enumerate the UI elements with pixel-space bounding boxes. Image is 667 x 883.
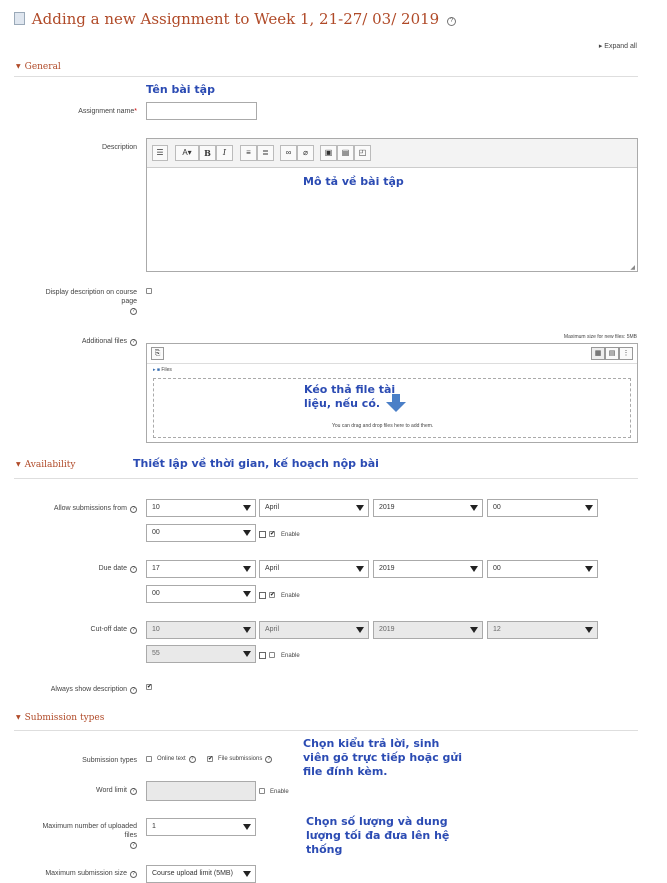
calendar-icon[interactable]: [259, 531, 266, 538]
chevron-down-icon: ▼: [16, 461, 21, 468]
assignment-icon: [14, 12, 25, 25]
description-label: Description: [101, 144, 137, 151]
due-minute-select[interactable]: 00: [146, 585, 256, 603]
cutoff-enable-checkbox[interactable]: [269, 652, 275, 658]
required-icon: *: [134, 108, 137, 115]
chevron-down-icon: [243, 566, 251, 572]
allow-enable-checkbox[interactable]: [269, 531, 275, 537]
bullet-list-icon[interactable]: ≡: [240, 145, 257, 161]
chevron-down-icon: [243, 871, 251, 877]
chevron-down-icon: [243, 505, 251, 511]
annotation-assignment-name: Tên bài tập: [146, 83, 215, 96]
due-enable-checkbox[interactable]: [269, 592, 275, 598]
chevron-down-icon: [243, 627, 251, 633]
section-availability[interactable]: [16, 460, 75, 470]
chevron-down-icon: ▼: [16, 714, 21, 721]
always-show-checkbox[interactable]: [146, 684, 152, 690]
allow-enable-label: Enable: [281, 532, 300, 538]
resize-handle-icon[interactable]: ◢: [630, 265, 635, 271]
font-size-icon[interactable]: A▾: [175, 145, 199, 161]
max-size-note: Maximum size for new files: 5MB: [563, 334, 637, 340]
tree-view-icon[interactable]: ⋮: [619, 347, 633, 360]
help-icon[interactable]: ?: [130, 627, 137, 634]
chevron-down-icon: [470, 505, 478, 511]
allow-day-select[interactable]: 10: [146, 499, 256, 517]
due-year-select[interactable]: 2019: [373, 560, 483, 578]
word-limit-enable-checkbox[interactable]: [259, 788, 265, 794]
help-icon[interactable]: ?: [189, 756, 196, 763]
submission-types-label: Submission types: [82, 757, 137, 764]
allow-minute-select[interactable]: 00: [146, 524, 256, 542]
section-general[interactable]: [16, 62, 61, 72]
file-manager[interactable]: [146, 343, 638, 443]
chevron-down-icon: [356, 627, 364, 633]
media-icon[interactable]: ▤: [337, 145, 354, 161]
display-description-label: Display description on course page ?: [45, 289, 137, 314]
chevron-down-icon: ▼: [16, 63, 21, 70]
due-hour-select[interactable]: 00: [487, 560, 598, 578]
chevron-down-icon: [470, 627, 478, 633]
cutoff-year-select[interactable]: 2019: [373, 621, 483, 639]
chevron-down-icon: [243, 651, 251, 657]
annotation-max-files: Chọn số lượng và dung lượng tối đa đưa lên hệ thống: [306, 815, 450, 856]
cutoff-date-label: Cut-off date ?: [91, 625, 137, 634]
allow-month-select[interactable]: April: [259, 499, 369, 517]
chevron-down-icon: [356, 566, 364, 572]
help-icon[interactable]: ?: [130, 788, 137, 795]
max-files-label: Maximum number of uploaded files ?: [42, 823, 137, 848]
cutoff-minute-select[interactable]: 55: [146, 645, 256, 663]
page-title: [14, 10, 456, 28]
help-icon[interactable]: ?: [130, 339, 137, 346]
chevron-down-icon: [585, 505, 593, 511]
allow-submissions-label: Allow submissions from ?: [54, 504, 137, 513]
online-text-checkbox[interactable]: [146, 756, 152, 762]
file-submissions-label: File submissions ?: [218, 756, 272, 763]
help-icon[interactable]: ?: [130, 308, 137, 315]
manage-files-icon[interactable]: ◰: [354, 145, 371, 161]
cutoff-month-select[interactable]: April: [259, 621, 369, 639]
cutoff-hour-select[interactable]: 12: [487, 621, 598, 639]
expand-icon[interactable]: ☰: [152, 145, 168, 161]
online-text-label: Online text ?: [157, 756, 196, 763]
divider: [14, 730, 638, 731]
due-date-label: Due date ?: [99, 564, 137, 573]
drop-zone[interactable]: [153, 378, 631, 438]
unlink-icon[interactable]: ⌀: [297, 145, 314, 161]
annotation-description: Mô tả về bài tập: [303, 175, 404, 188]
page-title-text: Adding a new Assignment to Week 1, 21-27/ 03/ 2019: [31, 10, 440, 28]
assignment-name-label: Assignment name*: [78, 108, 137, 115]
annotation-availability: Thiết lập về thời gian, kế hoạch nộp bài: [133, 457, 379, 470]
expand-all-link[interactable]: [599, 42, 637, 50]
files-folder[interactable]: ▸ ■ Files: [153, 367, 172, 373]
word-limit-label: Word limit ?: [96, 786, 137, 795]
max-size-label: Maximum submission size ?: [45, 869, 137, 878]
bold-icon[interactable]: B: [199, 145, 216, 161]
section-availability-label: Availability: [24, 460, 76, 470]
max-size-select[interactable]: Course upload limit (5MB): [146, 865, 256, 883]
max-files-select[interactable]: 1: [146, 818, 256, 836]
grid-view-icon[interactable]: ▦: [591, 347, 605, 360]
link-icon[interactable]: ∞: [280, 145, 297, 161]
add-file-icon[interactable]: ⎘: [151, 347, 164, 360]
annotation-files: Kéo thả file tài liệu, nếu có.: [304, 383, 396, 410]
annotation-submission-types: Chọn kiểu trả lời, sinh viên gõ trực tiếp hoặc gửi file đính kèm.: [303, 737, 463, 778]
help-icon[interactable]: ?: [130, 871, 137, 878]
due-enable-label: Enable: [281, 593, 300, 599]
list-view-icon[interactable]: ▤: [605, 347, 619, 360]
chevron-down-icon: [585, 566, 593, 572]
editor-toolbar: [147, 139, 637, 168]
word-limit-enable-label: Enable: [270, 789, 289, 795]
chevron-down-icon: [356, 505, 364, 511]
calendar-icon[interactable]: [259, 592, 266, 599]
help-icon[interactable]: ?: [130, 566, 137, 573]
image-icon[interactable]: ▣: [320, 145, 337, 161]
allow-year-select[interactable]: 2019: [373, 499, 483, 517]
always-show-label: Always show description ?: [51, 685, 137, 694]
section-submission-types-label: Submission types: [24, 713, 105, 723]
section-general-label: General: [24, 62, 61, 72]
chevron-right-icon: ▸: [598, 43, 605, 50]
folder-icon: ▸ ■: [153, 367, 160, 373]
chevron-down-icon: [243, 824, 251, 830]
chevron-down-icon: [585, 627, 593, 633]
calendar-icon[interactable]: [259, 652, 266, 659]
italic-icon[interactable]: I: [216, 145, 233, 161]
due-day-select[interactable]: 17: [146, 560, 256, 578]
chevron-down-icon: [243, 591, 251, 597]
due-month-select[interactable]: April: [259, 560, 369, 578]
help-icon[interactable]: ?: [130, 687, 137, 694]
allow-hour-select[interactable]: 00: [487, 499, 598, 517]
divider: [147, 363, 637, 364]
expand-all-label: Expand all: [604, 43, 637, 50]
cutoff-enable-label: Enable: [281, 653, 300, 659]
divider: [14, 478, 638, 479]
drop-hint: You can drag and drop files here to add them.: [332, 423, 434, 429]
divider: [14, 76, 638, 77]
chevron-down-icon: [243, 530, 251, 536]
display-description-checkbox[interactable]: [146, 288, 152, 294]
help-icon[interactable]: ?: [130, 506, 137, 513]
help-icon[interactable]: ?: [265, 756, 272, 763]
section-submission-types[interactable]: [16, 713, 104, 723]
description-editor[interactable]: [146, 138, 638, 272]
assignment-name-input[interactable]: [146, 102, 257, 120]
additional-files-label: Additional files ?: [82, 337, 137, 346]
file-submissions-checkbox[interactable]: [207, 756, 213, 762]
chevron-down-icon: [470, 566, 478, 572]
cutoff-day-select[interactable]: 10: [146, 621, 256, 639]
word-limit-input[interactable]: [146, 781, 256, 801]
numbered-list-icon[interactable]: ≣: [257, 145, 274, 161]
help-icon[interactable]: ?: [130, 842, 137, 849]
arrow-down-icon: [386, 394, 406, 414]
help-icon[interactable]: ?: [447, 17, 456, 26]
